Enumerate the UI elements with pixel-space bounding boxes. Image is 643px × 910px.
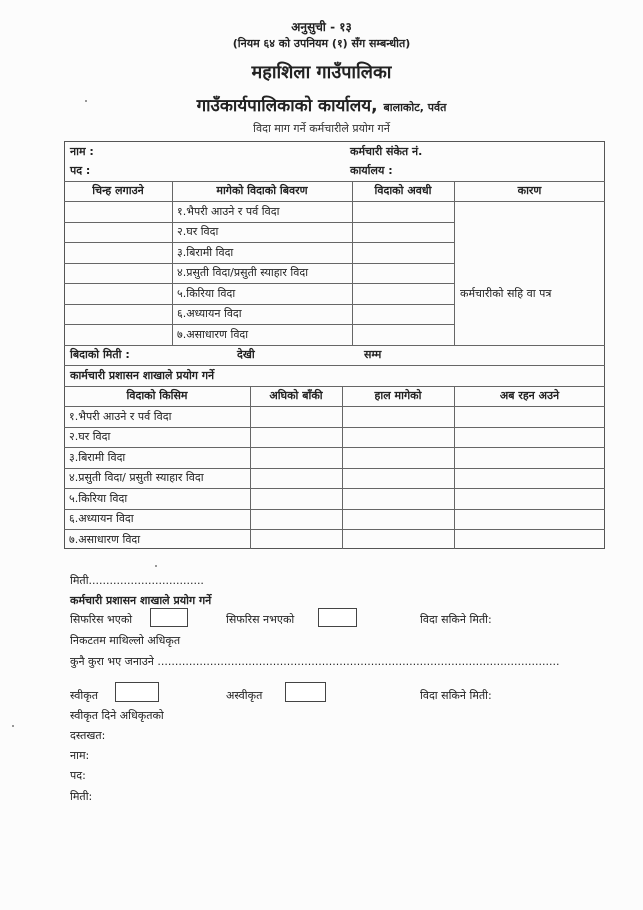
recommended-label: सिफरिस भएको — [70, 613, 133, 626]
office-title: गाउँकार्यपालिकाको कार्यालय, — [196, 96, 378, 116]
reason-text: कर्मचारीको सहि वा पत्र — [460, 287, 552, 300]
leave-end-date-label-2: विदा सकिने मिती: — [420, 689, 492, 702]
table-line — [64, 468, 605, 469]
header-previous-balance: अघिको बाँकी — [269, 389, 323, 402]
list-item: ३.बिरामी विदा — [177, 246, 234, 259]
table-line — [172, 181, 173, 345]
form-title: विदा माग गर्ने कर्मचारीले प्रयोग गर्ने — [253, 122, 390, 135]
table-line — [64, 201, 605, 202]
not-recommended-checkbox[interactable] — [318, 608, 357, 627]
table-line — [64, 529, 605, 530]
list-item: ४.प्रसुती विदा/प्रसुती स्याहार विदा — [177, 266, 309, 279]
table-line — [64, 242, 454, 243]
table-line — [64, 222, 454, 223]
list-item: १.भैपरी आउने र पर्व विदा — [177, 205, 280, 218]
post-label: पद : — [70, 164, 91, 177]
leave-date-label: बिदाको मिती : — [70, 348, 130, 361]
scan-speck — [85, 100, 87, 102]
approved-label: स्वीकृत — [70, 689, 98, 702]
not-approved-checkbox[interactable] — [285, 682, 326, 702]
header-leave-period: विदाको अवधी — [374, 184, 432, 197]
table-line — [250, 386, 251, 549]
municipality-name: महाशिला गाउँपालिका — [251, 62, 392, 83]
scan-speck — [155, 565, 157, 567]
table-line — [64, 304, 454, 305]
table-line — [454, 181, 455, 345]
table-line — [64, 263, 454, 264]
header-current-request: हाल मागेको — [374, 389, 422, 402]
signer-post-label: पद: — [70, 769, 86, 782]
header-leave-type: विदाको किसिम — [126, 389, 188, 402]
list-item: ६.अध्यायन विदा — [177, 307, 242, 320]
office-location: बालाकोट, पर्वत — [383, 101, 447, 114]
header-leave-details: मागेको विदाको बिवरण — [216, 184, 308, 197]
list-item: ४.प्रसुती विदा/ प्रसुती स्याहार विदा — [69, 471, 204, 484]
office-name — [0, 93, 643, 116]
table-line — [454, 386, 455, 549]
not-recommended-label: सिफरिस नभएको — [226, 613, 295, 626]
table-line — [64, 386, 605, 387]
schedule-number: अनुसुची - १३ — [291, 20, 352, 34]
employee-code-label: कर्मचारी संकेत नं. — [350, 145, 423, 158]
date-to-label: सम्म — [364, 348, 382, 361]
table-line — [64, 324, 454, 325]
signature-label: दस्तखत: — [70, 729, 106, 742]
branch-title: कर्मचारी प्रशासन शाखाले प्रयोग गर्ने — [70, 594, 212, 607]
list-item: ७.असाधारण विदा — [177, 328, 249, 341]
not-approved-label: अस्वीकृत — [226, 689, 263, 702]
table-line — [64, 427, 605, 428]
approved-checkbox[interactable] — [115, 682, 159, 702]
list-item: २.घर विदा — [69, 430, 111, 443]
leave-end-date-label: विदा सकिने मिती: — [420, 613, 492, 626]
table-line — [342, 386, 343, 549]
list-item: ५.किरिया विदा — [177, 287, 236, 300]
list-item: ५.किरिया विदा — [69, 492, 128, 505]
header-remaining: अब रहन अउने — [499, 389, 560, 402]
name-label: नाम : — [70, 145, 94, 158]
date-line: मिती................................. — [70, 574, 204, 587]
recommended-checkbox[interactable] — [150, 608, 188, 627]
table-line — [64, 181, 605, 182]
table-line — [64, 283, 454, 284]
table-line — [64, 488, 605, 489]
table-line — [64, 447, 605, 448]
notify-line: कुनै कुरा भए जनाउने ................................................................................................................... — [70, 655, 560, 668]
list-item: १.भैपरी आउने र पर्व विदा — [69, 410, 172, 423]
signer-date-label: मिती: — [70, 790, 93, 803]
table-line — [64, 406, 605, 407]
list-item: २.घर विदा — [177, 225, 219, 238]
list-item: ६.अध्यायन विदा — [69, 512, 134, 525]
date-from-label: देखी — [237, 348, 255, 361]
list-item: ७.असाधारण विदा — [69, 533, 141, 546]
rule-reference: (नियम ६४ को उपनियम (१) सँग सम्बन्धीत) — [232, 37, 411, 50]
admin-section-title: कार्मचारी प्रशासन शाखाले प्रयोग गर्ने — [70, 369, 215, 382]
approving-officer-label: स्वीकृत दिने अधिकृतको — [70, 709, 164, 722]
signer-name-label: नाम: — [70, 749, 90, 762]
header-mark: चिन्ह लगाउने — [92, 184, 144, 197]
table-line — [352, 181, 353, 345]
table-line — [64, 509, 605, 510]
table-line — [64, 365, 605, 366]
authority-label: निकटतम माथिल्लो अधिकृत — [70, 634, 181, 647]
office-label: कार्यालय : — [350, 164, 393, 177]
list-item: ३.बिरामी विदा — [69, 451, 126, 464]
scan-speck — [12, 725, 14, 727]
header-reason: कारण — [517, 184, 542, 197]
table-line — [64, 345, 605, 346]
